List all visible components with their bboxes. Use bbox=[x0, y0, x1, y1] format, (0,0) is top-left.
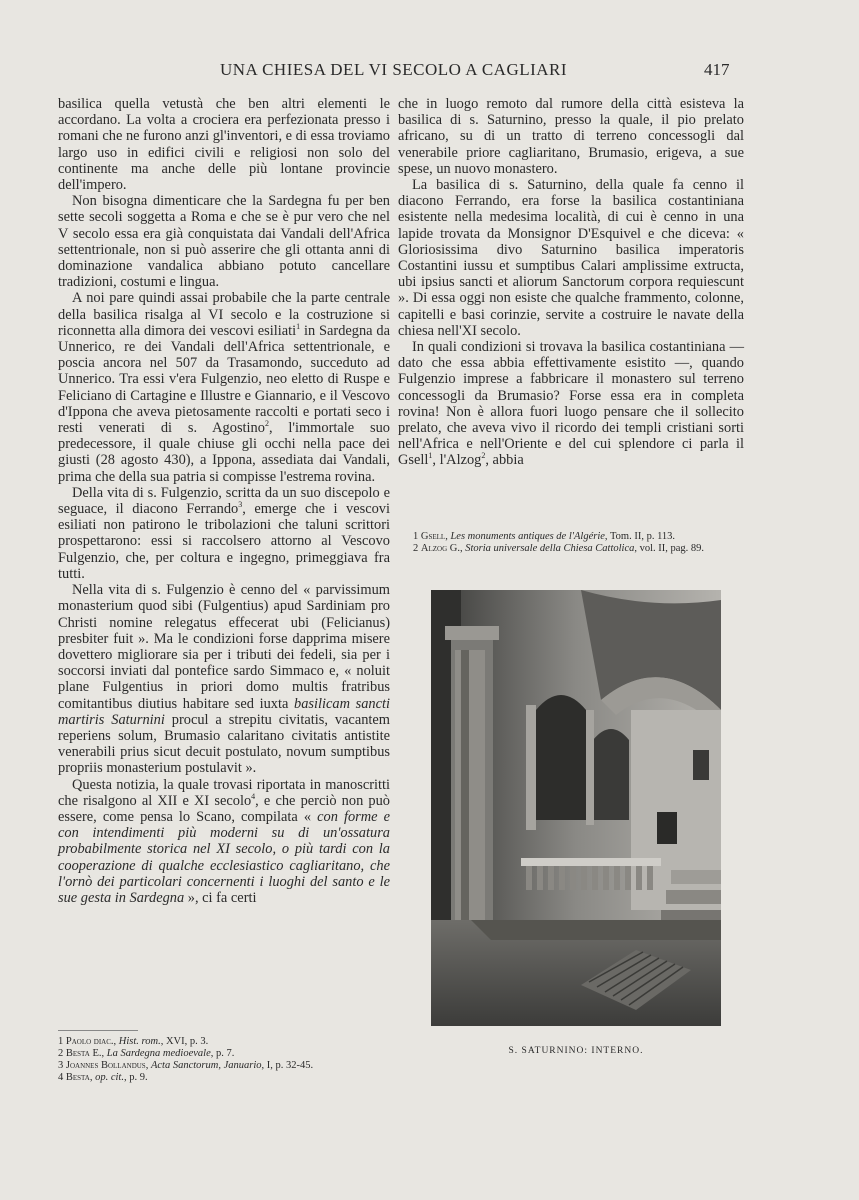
paragraph: In quali condizioni si trovava la basilica costantiniana — dato che essa abbia effettivamente esistito —, quando Fulgenzio imprese a fabbricare il monastero sul terreno concessogli da Brumasio? Forse essa era in completa rovina! Non è allora fuori luogo pensare che il sollecito prelato, che aveva vivo il ricordo dei templi cristiani sorti nell'Africa e nell'Oriente e del cui splendore ci parla il Gsell$^1$, l'Alzog$^2$, abbia bbox=[398, 339, 744, 469]
footnote-ref: 1 bbox=[296, 322, 301, 332]
page-number: 417 bbox=[704, 60, 730, 79]
footnote-ref: 4 bbox=[251, 791, 256, 801]
church-interior-photo bbox=[431, 590, 721, 1026]
paragraph: Non bisogna dimenticare che la Sardegna fu per ben sette secoli soggetta a Roma e che se è pur vero che nel V secolo essa era già conquistata dai Vandali dell'Africa settentrionale, non si può asserire che gli ottanta anni di dominazione vandalica abbiano potuto cancellare tradizioni, costumi e lingua. bbox=[58, 193, 390, 291]
footnote-ref: 1 bbox=[428, 451, 433, 461]
footnote-ref: 3 bbox=[238, 500, 243, 510]
footnote: 1 Gsell, Les monuments antiques de l'Algérie, Tom. II, p. 113. bbox=[413, 531, 676, 542]
paragraph: A noi pare quindi assai probabile che la parte centrale della basilica risalga al VI secolo e la costruzione si riconnetta alla dimora dei vescovi esiliati$^1$ in Sardegna da Unnerico, re dei Vandali dell'Africa settentrionale, e poscia ancora nel 507 da Trasamondo, succeduto ad Unnerico. Tra essi v'era Fulgenzio, neo eletto di Ruspe e Feliciano di Cartagine e Illustre e Giannario, e il Vescovo d'Ippona che aveva pietosamente raccolti e portati seco i resti venerati di s. Agostino$^2$, l'immortale suo predecessore, il quale chiuse gli occhi nella pace dei giusti (28 agosto 430), a Ippona, assediata dai Vandali, prima che della sua patria si compisse l'estrema rovina. bbox=[58, 290, 390, 485]
right-footnotes bbox=[413, 531, 743, 555]
paragraph: Nella vita di s. Fulgenzio è cenno del « parvissimum monasterium quod sibi (Fulgentius) apud Sardiniam pro Christi nomine relegatus effecerat ubi (Felicianus) presbiter fuit ». Ma le condizioni forse dapprima misere dovettero migliorare sia per i tributi dei fedeli, sia per i soccorsi inviati dal pontefice sardo Simmaco e, « noluit plane Fulgentius in priori domo multis fratribus comitantibus diutius habitare sed iuxta basilicam sancti martiris Saturnini procul a strepitu civitatis, vacantem reperiens solum, Brumasio calaritano civitatis antistite venerabili prius sicut decuit postulato, novum sumptibus propriis monasterium postulavit ». bbox=[58, 582, 391, 777]
paragraph: basilica quella vetustà che ben altri elementi le accordano. La volta a crociera era perfezionata presso i romani che ne furono anzi gl'inventori, e di essa troviamo largo uso in edifici civili e religiosi non solo del continente ma anche delle più lontane provincie dell'impero. bbox=[58, 96, 390, 194]
paragraph: che in luogo remoto dal rumore della città esisteva la basilica di s. Saturnino, presso la quale, il pio prelato africano, su di un tratto di terreno concessogli dal venerabile priore cagliaritano, Brumasio, erigeva, a sue spese, un nuovo monastero. bbox=[398, 96, 744, 177]
right-column bbox=[398, 96, 744, 469]
paragraph: Della vita di s. Fulgenzio, scritta da un suo discepolo e seguace, il diacono Ferrando$^3$, emerge che i vescovi esiliati non patirono le tribolazioni che taluni scrittori prospettarono: essi si raccolsero attorno al Vescovo Fulgenzio, che, per coltura e ingegno, primeggiava fra tutti. bbox=[58, 484, 390, 582]
paragraph: La basilica di s. Saturnino, della quale fa cenno il diacono Ferrando, era forse la basilica costantiniana esistente nella medesima località, di cui è cenno in una lapide trovata da Monsignor D'Esquivel e che diceva: « Gloriosissima divo Saturnino basilica imperatoris Costantini iussu et sumptibus Calari amplissime extructa, ubi ipsius sancti et aliorum Sanctorum corpora requiescunt ». Di essa oggi non esiste che qualche frammento, colonne, capitelli e basi corinzie, servite a costruire le navate della chiesa nell'XI secolo. bbox=[398, 177, 744, 339]
footnote-rule bbox=[58, 1030, 138, 1031]
running-header: UNA CHIESA DEL VI SECOLO A CAGLIARI bbox=[219, 60, 568, 79]
footnote: 1 Paolo diac., Hist. rom., XVI, p. 3. bbox=[58, 1036, 209, 1047]
footnote: 3 Joannes Bollandus, Acta Sanctorum, Januario, I, p. 32-45. bbox=[58, 1060, 314, 1071]
footnote-ref: 2 bbox=[481, 451, 486, 461]
figure-caption: S. SATURNINO: INTERNO. bbox=[508, 1046, 644, 1056]
footnote: 2 Alzog G., Storia universale della Chiesa Cattolica, vol. II, pag. 89. bbox=[413, 543, 705, 554]
footnote: 4 Besta, op. cit., p. 9. bbox=[58, 1072, 148, 1083]
left-footnotes bbox=[58, 1036, 390, 1084]
left-column bbox=[58, 96, 390, 906]
footnote-ref: 2 bbox=[264, 419, 269, 429]
paragraph: Questa notizia, la quale trovasi riportata in manoscritti che risalgono al XII e XI secolo$^4$, e che perciò non può essere, come pensa lo Scano, compilata « con forme e con intendimenti più moderni su di un'ossatura probabilmente storica nel XI secolo, o più tardi con la cooperazione di qualche ecclesiastico cagliaritano, che l'ornò dei particolari concernenti i luoghi del santo e le sue gesta in Sardegna », ci fa certi bbox=[58, 776, 391, 906]
footnote: 2 Besta E., La Sardegna medioevale, p. 7. bbox=[58, 1048, 235, 1059]
